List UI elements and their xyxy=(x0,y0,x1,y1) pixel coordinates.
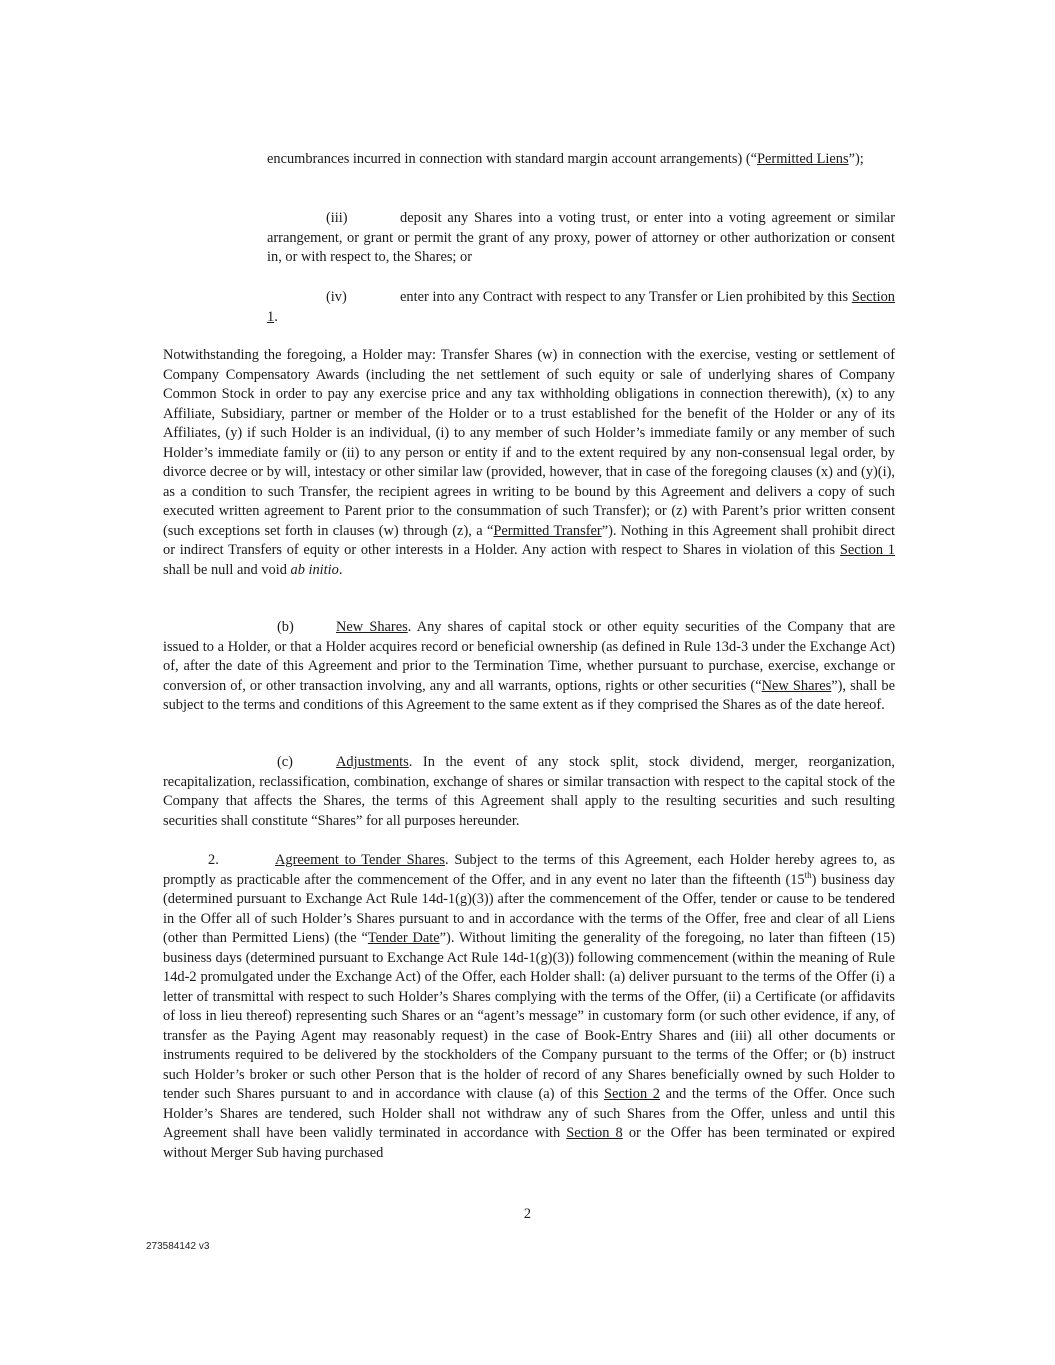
continuation-end: ”); xyxy=(848,151,864,167)
item-iv-paragraph xyxy=(267,288,895,327)
defined-term-tender-date: Tender Date xyxy=(367,930,440,946)
item-iii-label: (iii) xyxy=(326,210,348,226)
notwithstanding-paragraph xyxy=(163,346,895,580)
section-c-heading: Adjustments xyxy=(336,754,409,770)
item-iv-end: . xyxy=(274,308,278,325)
defined-term-permitted-transfer: Permitted Transfer xyxy=(493,522,602,539)
section-8-reference[interactable]: Section 8 xyxy=(566,1125,623,1141)
section-2-text-3: ”). Without limiting the generality of the foregoing, no later than fifteen (15) business days (determined pursuant to Exchange Act Rule 14d-1(g)(3)) following commencement (within the meaning of Rule 14d-2 promulgated under the Exchange Act) of the Offer, each Holder shall: (a) deliver pursuant to the terms of the Offer (i) a letter of transmittal with respect to such Holder’s Shares complying with the terms of the Offer, (ii) a Certificate (or affidavits of loss in lieu thereof) representing such Shares or an “agent’s message” in customary form (or such other evidence, if any, of transfer as the Paying Agent may reasonably request) in the case of Book-Entry Shares and (iii) all other documents or instruments required to be delivered by the stockholders of the Company pursuant to the terms of the Offer; or (b) instruct such Holder’s broker or such other Person that is the holder of record of any Shares beneficially owned by such Holder to tender such Shares pursuant to and in accordance with clause (a) of this xyxy=(163,930,895,1102)
section-b-heading: New Shares xyxy=(336,619,408,635)
section-c-text: . In the event of any stock split, stock dividend, merger, reorganization, recapitalization, reclassification, combination, exchange of shares or similar transaction with respect to the capital stock of the Company that affects the Shares, the terms of this Agreement shall apply to the resulting securities and such resulting securities shall constitute “Shares” for all purposes hereunder. xyxy=(163,754,895,829)
document-id: 273584142 v3 xyxy=(146,1241,210,1252)
ordinal-superscript: th xyxy=(804,869,812,880)
notwithstanding-end: . xyxy=(338,561,343,578)
item-iv-text: enter into any Contract with respect to any Transfer or Lien prohibited by this xyxy=(400,289,852,305)
section-1-reference[interactable]: Section 1 xyxy=(267,289,895,325)
section-2-label: 2. xyxy=(208,852,219,868)
ab-initio-italic: ab initio xyxy=(290,561,339,578)
notwithstanding-text-2: ”). Nothing in this Agreement shall prohibit direct or indirect Transfers of equity or other interests in a Holder. Any action with respect to Shares in violation of this xyxy=(163,522,895,558)
notwithstanding-text-3: shall be null and void xyxy=(163,561,291,578)
section-c-label: (c) xyxy=(277,754,293,770)
section-2-text: . Subject to the terms of this Agreement, each Holder hereby agrees to, as promptly as practicable after the commencement of the Offer, and in any event no later than the fifteenth (15 xyxy=(163,852,896,888)
defined-term-permitted-liens: Permitted Liens xyxy=(757,151,849,167)
item-iii-paragraph xyxy=(267,209,895,268)
section-1-reference[interactable]: Section 1 xyxy=(839,542,895,558)
page-number: 2 xyxy=(523,1206,532,1222)
section-2-text-5: or the Offer has been terminated or expired without Merger Sub having purchased xyxy=(163,1125,896,1161)
item-iv-label: (iv) xyxy=(326,289,347,305)
section-b-text: . Any shares of capital stock or other equity securities of the Company that are issued to a Holder, or that a Holder acquires record or beneficial ownership (as defined in Rule 13d-3 under the Exchange Act) of, after the date of this Agreement and prior to the Termination Time, whether pursuant to purchase, exercise, exchange or conversion of, or other transaction involving, any and all warrants, options, rights or other securities (“ xyxy=(163,619,895,694)
section-b-paragraph xyxy=(163,618,895,716)
continuation-paragraph xyxy=(267,150,895,170)
section-b-text-2: ”), shall be subject to the terms and conditions of this Agreement to the same extent as if they comprised the Shares as of the date hereof. xyxy=(163,677,895,713)
section-2-heading: Agreement to Tender Shares xyxy=(275,852,446,868)
continuation-text: encumbrances incurred in connection with standard margin account arrangements) (“ xyxy=(267,151,758,167)
section-2-text-4: and the terms of the Offer. Once such Holder’s Shares are tendered, such Holder shall not withdraw any of such Shares from the Offer, unless and until this Agreement shall have been validly terminated in accordance with xyxy=(163,1086,896,1141)
item-iii-text: deposit any Shares into a voting trust, or enter into a voting agreement or similar arrangement, or grant or permit the grant of any proxy, power of attorney or other authorization or consent in, or with respect to, the Shares; or xyxy=(267,210,895,265)
defined-term-new-shares: New Shares xyxy=(761,677,832,694)
notwithstanding-text: Notwithstanding the foregoing, a Holder may: Transfer Shares (w) in connection with the exercise, vesting or settlement of Company Compensatory Awards (including the net settlement of such equity or sale of underlying shares of Company Common Stock in order to pay any exercise price and any tax withholding obligations in connection therewith), (x) to any Affiliate, Subsidiary, partner or member of the Holder or to a trust established for the benefit of the Holder or any of its Affiliates, (y) if such Holder is an individual, (i) to any member of such Holder’s immediate family or any member of such Holder’s immediate family or (ii) to any person or entity if and to the extent required by any non-consensual legal order, by divorce decree or by will, intestacy or other similar law (provided, however, that in case of the foregoing clauses (x) and (y)(i), as a condition to such Transfer, the recipient agrees in writing to be bound by this Agreement and delivers a copy of such executed written agreement to Parent prior to the consummation of such Transfer); or (z) with Parent’s prior written consent (such exceptions set forth in clauses (w) through (z), a “ xyxy=(163,347,895,539)
section-2-text-2: ) business day (determined pursuant to Exchange Act Rule 14d-1(g)(3)) after the commencement of the Offer, tender or cause to be tendered in the Offer all of such Holder’s Shares pursuant to and in accordance with the terms of the Offer, free and clear of all Liens (other than Permitted Liens) (the “ xyxy=(163,871,895,946)
section-2-paragraph xyxy=(163,851,895,1163)
section-c-paragraph xyxy=(163,753,895,831)
section-2-reference[interactable]: Section 2 xyxy=(604,1086,660,1102)
section-b-label: (b) xyxy=(277,619,294,635)
